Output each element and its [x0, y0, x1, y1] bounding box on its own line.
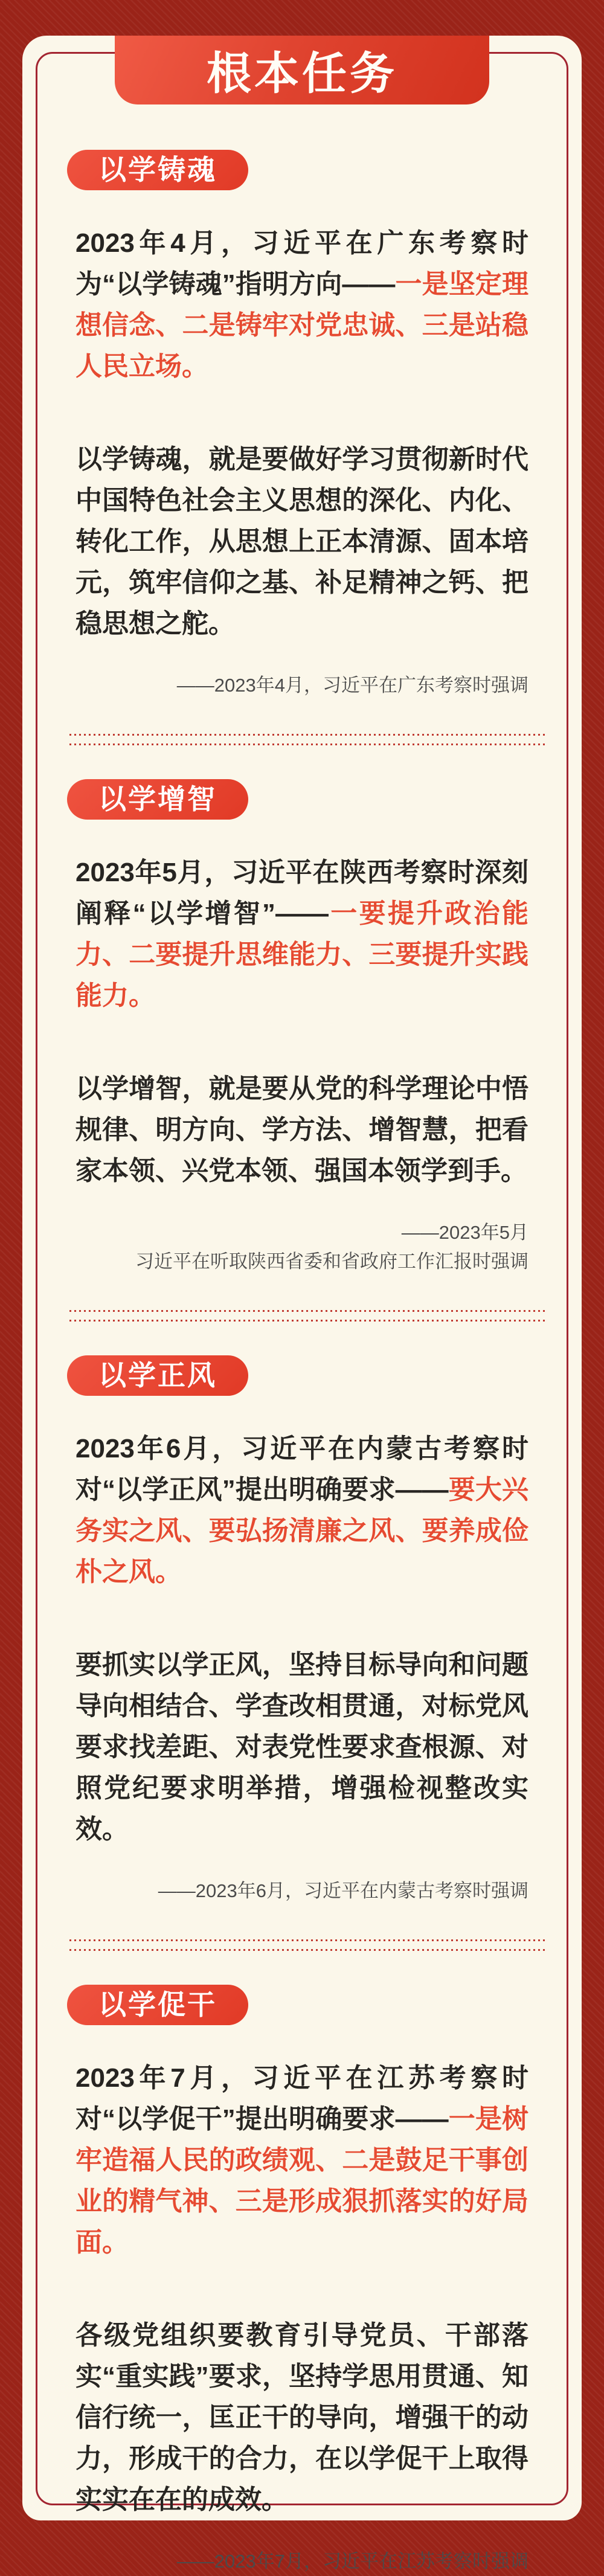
section-body-paragraph: 要抓实以学正风，坚持目标导向和问题导向相结合、学查改相贯通，对标党风要求找差距、对表党性要求查根源、对照党纪要求明举措，增强检视整改实效。 [76, 1650, 528, 1844]
section-badge: 以学正风 [67, 1355, 248, 1396]
poster-content [22, 36, 582, 2576]
lead-text-emphasis: 一要提升政治能力、二要提升思维能力、三要提升实践能力。 [76, 899, 528, 1010]
section-divider [69, 1310, 547, 1322]
section-yixue-zhengfeng [76, 1322, 528, 1906]
attribution-line: 习近平在听取陕西省委和省政府工作汇报时强调 [135, 1251, 528, 1272]
section-attribution [76, 671, 528, 700]
section-divider [69, 1939, 547, 1951]
section-attribution [76, 1218, 528, 1276]
section-badge: 以学促干 [67, 1985, 248, 2025]
section-yixue-zengzhi [76, 745, 528, 1276]
page-title: 根本任务 [207, 48, 397, 98]
lead-text-emphasis: 要大兴务实之风、要弘扬清廉之风、要养成俭朴之风。 [76, 1475, 528, 1587]
section-body-paragraph: 以学铸魂，就是要做好学习贯彻新时代中国特色社会主义思想的深化、内化、转化工作，从思想上正本清源、固本培元，筑牢信仰之基、补足精神之钙、把稳思想之舵。 [76, 445, 528, 638]
lead-text-black: 2023年7月，习近平在江苏考察时对“以学促干”提出明确要求—— [76, 2063, 528, 2134]
lead-text-black: 2023年5月，习近平在陕西考察时深刻阐释“以学增智”—— [76, 858, 528, 928]
section-badge: 以学铸魂 [67, 150, 248, 190]
section-body-paragraph: 各级党组织要教育引导党员、干部落实“重实践”要求，坚持学思用贯通、知信行统一，匡正干的导向，增强干的动力，形成干的合力，在以学促干上取得实实在在的成效。 [76, 2321, 528, 2514]
lead-text-black: 2023年6月，习近平在内蒙古考察时对“以学正风”提出明确要求—— [76, 1434, 528, 1505]
section-divider [69, 734, 547, 745]
attribution-line: ——2023年6月，习近平在内蒙古考察时强调 [158, 1880, 528, 1901]
poster-card [22, 36, 582, 2572]
divider-dotted-line [69, 734, 547, 736]
divider-dotted-line [69, 1939, 547, 1941]
attribution-line: ——2023年5月 [401, 1222, 528, 1243]
lead-text-emphasis: 一是坚定理想信念、二是铸牢对党忠诚、三是站稳人民立场。 [76, 269, 528, 381]
section-lead-paragraph [76, 2058, 528, 2263]
attribution-line: ——2023年4月，习近平在广东考察时强调 [176, 675, 528, 696]
section-body-paragraph: 以学增智，就是要从党的科学理论中悟规律、明方向、学方法、增智慧，把看家本领、兴党本领、强国本领学到手。 [76, 1074, 528, 1186]
section-lead-paragraph [76, 1428, 528, 1593]
section-yixue-zhuhun [76, 150, 528, 700]
divider-dotted-line [69, 1310, 547, 1312]
section-badge: 以学增智 [67, 779, 248, 820]
lead-text-emphasis: 一是树牢造福人民的政绩观、二是鼓足干事创业的精气神、三是形成狠抓落实的好局面。 [76, 2104, 528, 2257]
section-attribution [76, 1877, 528, 1906]
attribution-line: ——2023年7月，习近平在江苏考察时强调 [176, 2551, 528, 2572]
section-lead-paragraph [76, 223, 528, 387]
section-attribution [76, 2547, 528, 2576]
lead-text-black: 2023年4月，习近平在广东考察时为“以学铸魂”指明方向—— [76, 228, 528, 299]
section-yixue-cugan [76, 1951, 528, 2576]
section-lead-paragraph [76, 852, 528, 1017]
